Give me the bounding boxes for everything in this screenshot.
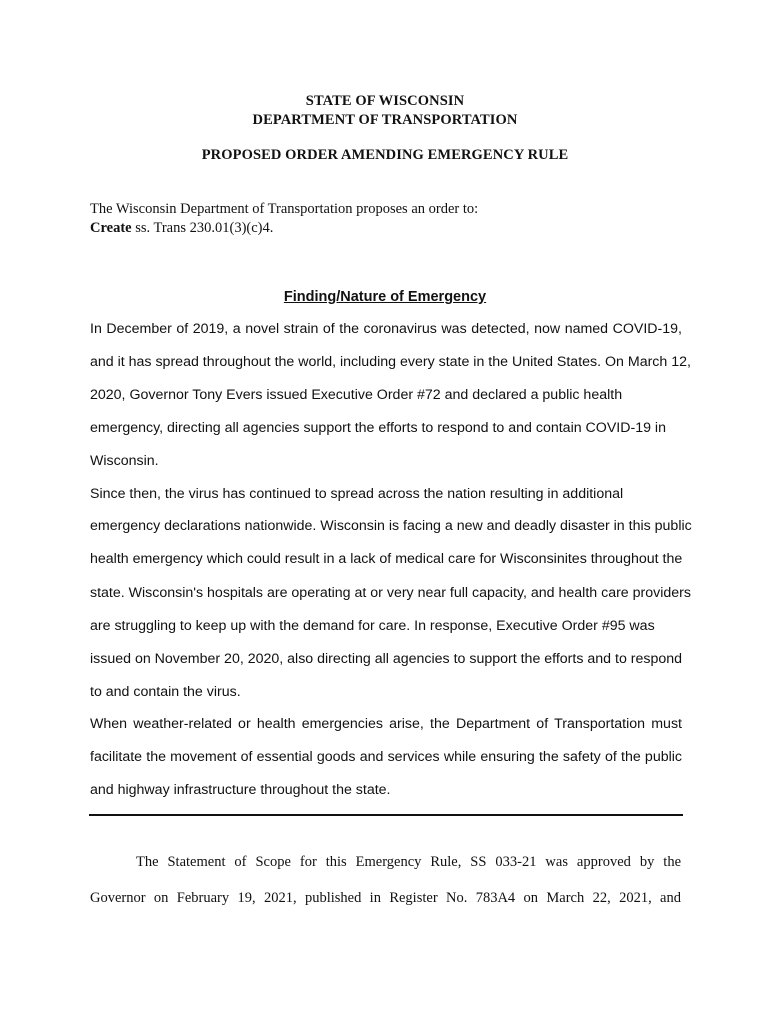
finding-line: health emergency which could result in a lack of medical care for Wisconsinites throughout the [90,551,683,567]
finding-line: issued on November 20, 2020, also directing all agencies to support the efforts and to respond [90,651,683,667]
finding-line: state. Wisconsin's hospitals are operating at or very near full capacity, and health care providers [90,585,691,601]
finding-line: 2020, Governor Tony Evers issued Executive Order #72 and declared a public health [90,387,623,403]
finding-heading: Finding/Nature of Emergency [283,289,487,305]
header-order-title: PROPOSED ORDER AMENDING EMERGENCY RULE [201,147,569,163]
scope-line: The Statement of Scope for this Emergency Rule, SS 033-21 was approved by the [136,854,681,870]
finding-line: and highway infrastructure throughout the state. [90,782,391,798]
finding-line: emergency, directing all agencies support the efforts to respond to and contain COVID-19 in [90,420,666,436]
finding-line: In December of 2019, a novel strain of the coronavirus was detected, now named COVID-19, [90,321,682,337]
intro-line: The Wisconsin Department of Transportation proposes an order to: [90,201,479,217]
finding-line: to and contain the virus. [90,684,241,700]
finding-line: When weather-related or health emergencies arise, the Department of Transportation must [90,716,682,732]
create-label: Create [90,220,132,236]
finding-line: are struggling to keep up with the demand for care. In response, Executive Order #95 was [90,618,655,634]
section-divider [89,814,683,816]
create-text: ss. Trans 230.01(3)(c)4. [131,220,274,236]
finding-line: Since then, the virus has continued to spread across the nation resulting in additional [90,486,624,502]
finding-line: and it has spread throughout the world, including every state in the United States. On March 12, [90,354,691,370]
header-department: DEPARTMENT OF TRANSPORTATION [252,112,518,128]
header-state: STATE OF WISCONSIN [305,93,465,109]
finding-line: Wisconsin. [90,453,159,469]
scope-line: Governor on February 19, 2021, published in Register No. 783A4 on March 22, 2021, and [90,890,681,906]
intro-create-line [90,220,273,237]
finding-line: emergency declarations nationwide. Wisconsin is facing a new and deadly disaster in this public [90,518,692,534]
finding-line: facilitate the movement of essential goods and services while ensuring the safety of the public [90,749,682,765]
